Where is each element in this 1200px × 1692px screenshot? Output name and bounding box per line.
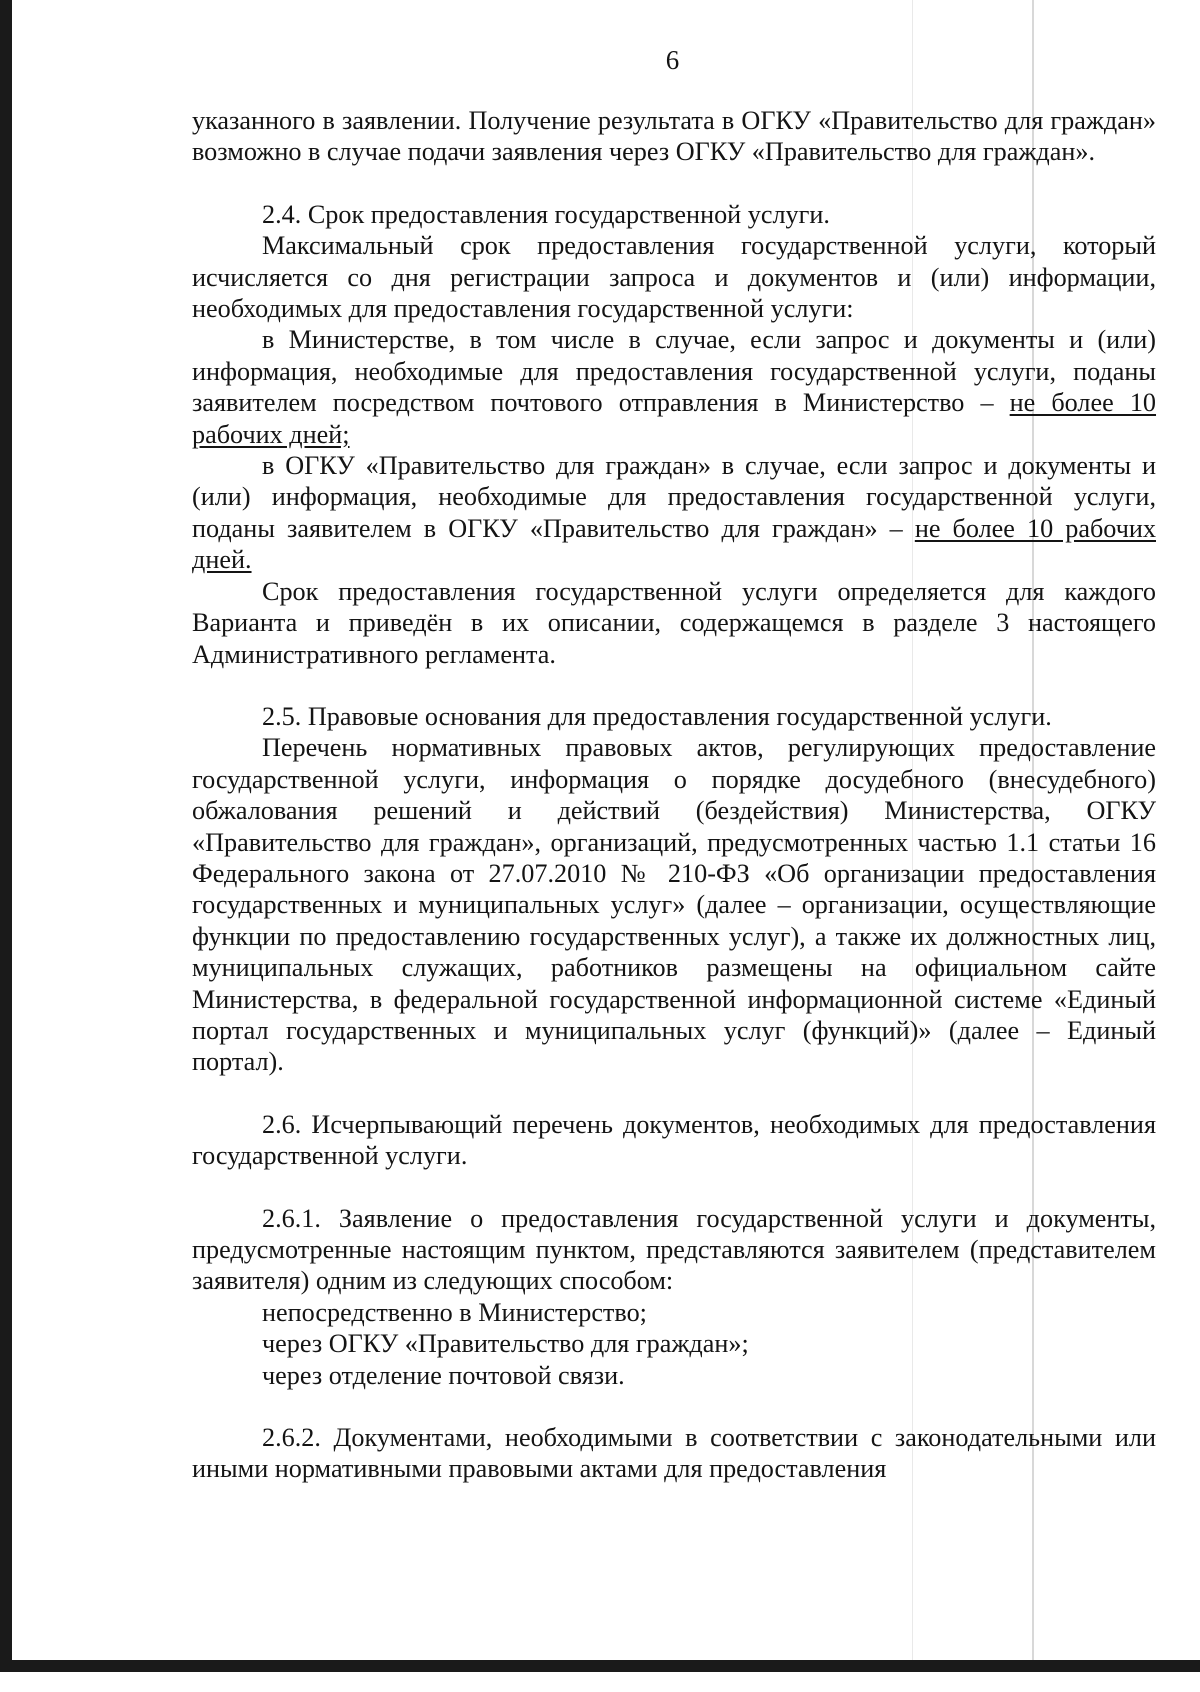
continuation-paragraph: указанного в заявлении. Получение результата в ОГКУ «Правительство для граждан» возможно в случае подачи заявления через ОГКУ «Правительство для граждан». bbox=[192, 106, 1156, 167]
submission-method-item: через ОГКУ «Правительство для граждан»; bbox=[262, 1329, 749, 1359]
section-2-6-2-paragraph: 2.6.2. Документами, необходимыми в соответствии с законодательными или иными нормативными правовыми актами для предоставления bbox=[192, 1423, 1156, 1484]
submission-method-item: через отделение почтовой связи. bbox=[262, 1360, 625, 1390]
page-number: 6 bbox=[665, 45, 680, 75]
section-2-5-heading: 2.5. Правовые основания для предоставления государственной услуги. bbox=[262, 701, 1052, 731]
section-2-4-paragraph-ogku bbox=[192, 450, 1156, 576]
section-2-4-heading: 2.4. Срок предоставления государственной услуги. bbox=[262, 199, 830, 229]
ministry-term-deadline: не более 10 рабочих дней; bbox=[192, 388, 1157, 449]
section-2-4-paragraph-ministry bbox=[192, 324, 1156, 450]
ministry-term-text: в Министерстве, в том числе в случае, если запрос и документы и (или) информация, необходимые для предоставления государственной услуги, поданы заявителем посредством почтового отправления в Министерство – bbox=[192, 325, 1156, 418]
ogku-term-deadline: не более 10 рабочих дней. bbox=[192, 513, 1156, 575]
document-body bbox=[192, 105, 1156, 1485]
section-2-4-paragraph-1: Максимальный срок предоставления государственной услуги, который исчисляется со дня регистрации запроса и документов и (или) информации, необходимых для предоставления государственной услуги: bbox=[192, 231, 1156, 324]
section-2-5-paragraph-1: Перечень нормативных правовых актов, регулирующих предоставление государственной услуги, информация о порядке досудебного (внесудебного) обжалования решений и действий (бездействия) Министерства, ОГКУ «Правительство для граждан», организаций, предусмотренных частью 1.1 статьи 16 Федерального закона от 27.07.2010 № 210-ФЗ «Об организации предоставления государственных и муниципальных услуг» (далее – организации, осуществляющие функции по предоставлению государственных услуг), а также их должностных лиц, муниципальных служащих, работников размещены на официальном сайте Министерства, в федеральной государственной информационной системе «Единый портал государственных и муниципальных услуг (функций)» (далее – Единый портал). bbox=[192, 733, 1156, 1077]
section-2-6-1-paragraph: 2.6.1. Заявление о предоставления государственной услуги и документы, предусмотренные настоящим пунктом, представляются заявителем (представителем заявителя) одним из следующих способом: bbox=[192, 1203, 1156, 1296]
section-2-6-heading: 2.6. Исчерпывающий перечень документов, необходимых для предоставления государственной услуги. bbox=[192, 1109, 1156, 1171]
ogku-term-text: в ОГКУ «Правительство для граждан» в случае, если запрос и документы и (или) информация, необходимые для предоставления государственной услуги, поданы заявителем в ОГКУ «Правительство для граждан» – bbox=[192, 451, 1156, 543]
section-2-4-paragraph-variants: Срок предоставления государственной услуги определяется для каждого Варианта и приведён в их описании, содержащемся в разделе 3 настоящего Административного регламента. bbox=[192, 576, 1156, 669]
scan-bottom-border bbox=[0, 1660, 1200, 1672]
scan-left-border bbox=[0, 0, 12, 1692]
submission-method-item: непосредственно в Министерство; bbox=[262, 1297, 647, 1327]
